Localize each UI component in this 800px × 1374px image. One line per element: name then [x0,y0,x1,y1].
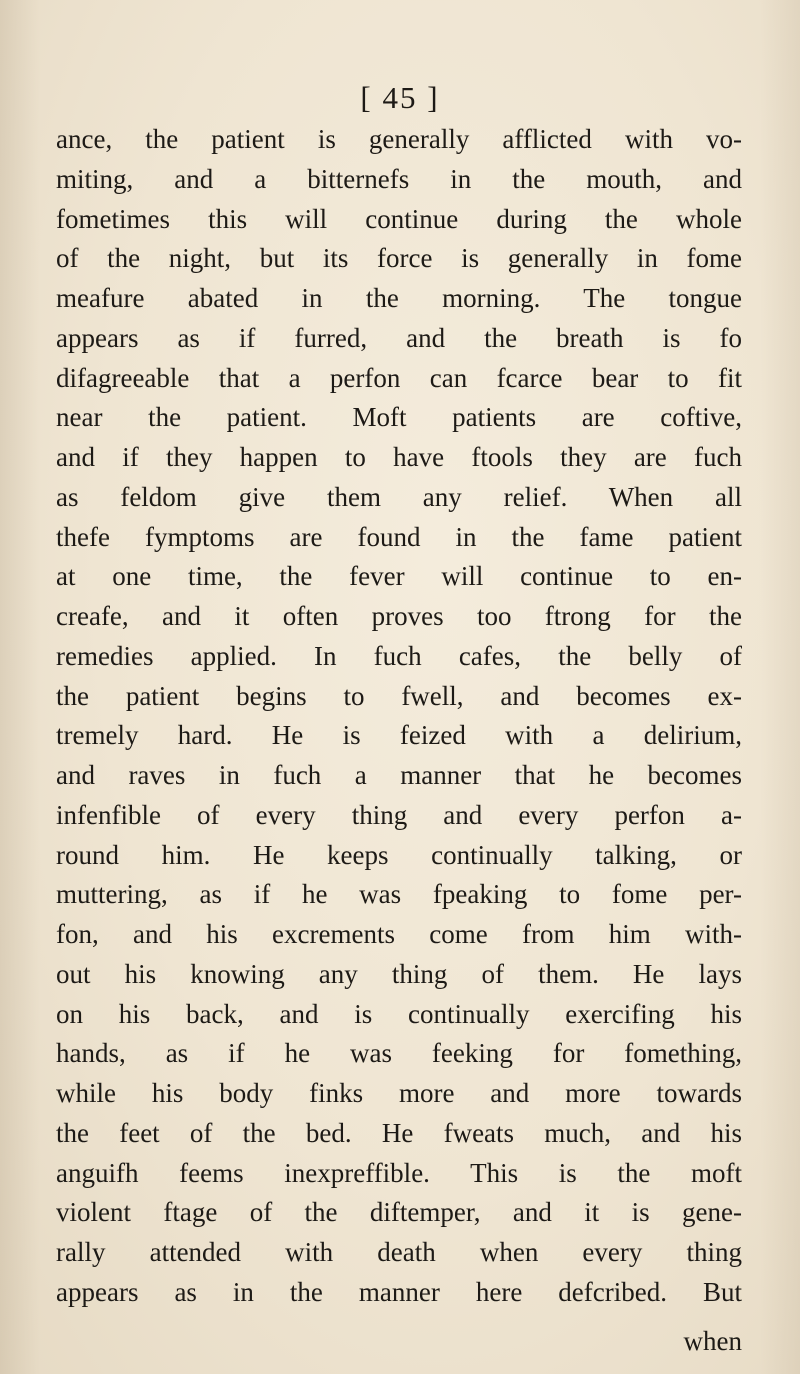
page-edge-shadow [0,0,40,1374]
body-text [56,120,742,1313]
text-line: fon, and his excrements come from him with- [56,919,742,949]
text-line: violent ftage of the diftemper, and it is gene- [56,1197,742,1228]
text-line: anguifh feems inexpreffible. This is the moft [56,1157,742,1188]
text-line: on his back, and is continually exercifing his [56,998,742,1029]
text-line: difagreeable that a perfon can fcarce bear to fit [56,362,742,393]
text-line: rally attended with death when every thing [56,1237,742,1267]
text-line: thefe fymptoms are found in the fame patient [56,521,742,552]
text-line: muttering, as if he was fpeaking to fome per- [56,879,742,910]
text-line: near the patient. Moft patients are coftive, [56,402,742,433]
text-line: at one time, the fever will continue to en- [56,561,742,592]
text-line: as feldom give them any relief. When all [56,481,742,512]
text-line: remedies applied. In fuch cafes, the belly of [56,640,742,671]
text-line: round him. He keeps continually talking, or [56,839,742,870]
text-line: and raves in fuch a manner that he becomes [56,760,742,790]
text-line: appears as in the manner here defcribed. But [56,1276,742,1307]
catchword: when [683,1326,742,1356]
text-line: fometimes this will continue during the whole [56,203,742,234]
text-line: and if they happen to have ftools they are fuch [56,442,742,472]
text-line: out his knowing any thing of them. He lays [56,958,742,989]
text-line: miting, and a bitternefs in the mouth, and [56,163,742,194]
page-edge-shadow [760,0,800,1374]
text-line: appears as if furred, and the breath is fo [56,322,742,353]
text-line: tremely hard. He is feized with a delirium, [56,720,742,751]
text-line: the patient begins to fwell, and becomes ex- [56,680,742,711]
text-line: meafure abated in the morning. The tongue [56,283,742,313]
text-line: ance, the patient is generally afflicted with vo- [56,124,742,154]
text-line: infenfible of every thing and every perfon a- [56,799,742,830]
text-line: creafe, and it often proves too ftrong for the [56,601,742,631]
text-line: while his body finks more and more towards [56,1078,742,1108]
text-line: of the night, but its force is generally in fome [56,243,742,274]
text-line: the feet of the bed. He fweats much, and his [56,1117,742,1148]
text-line: hands, as if he was feeking for fomething, [56,1038,742,1069]
page-number: [ 45 ] [360,80,440,115]
